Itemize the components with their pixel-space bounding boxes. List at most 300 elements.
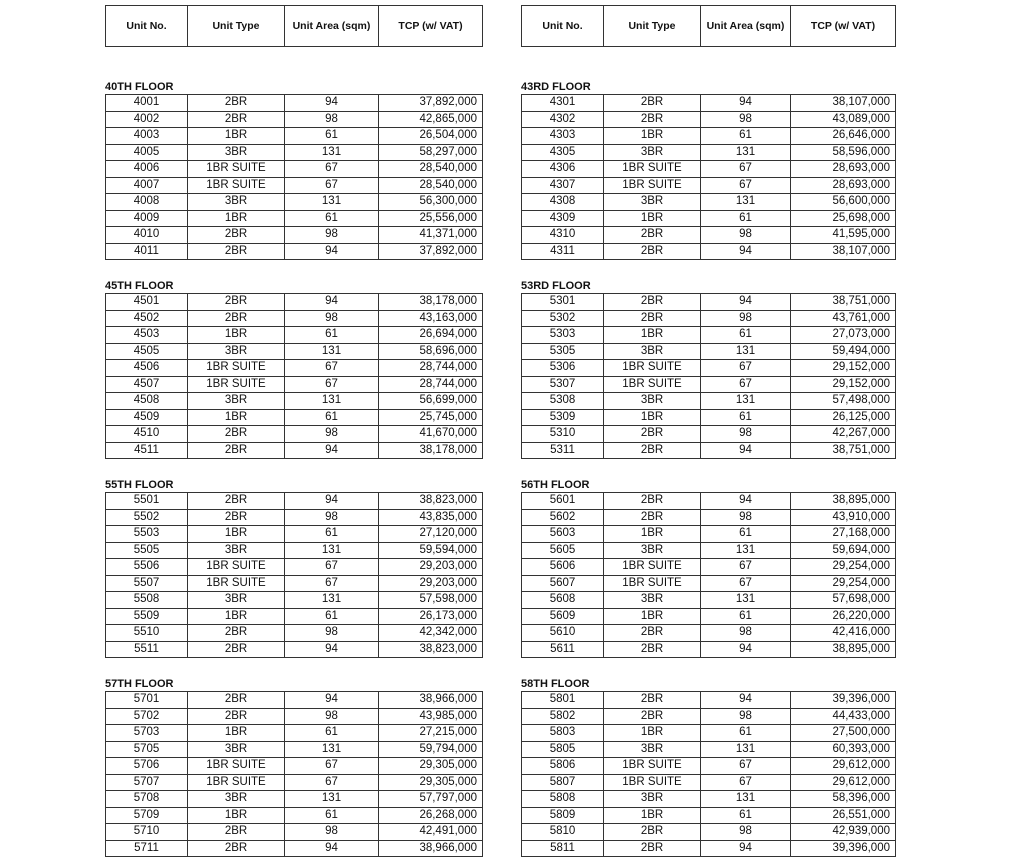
- unit-type-cell: 2BR: [188, 426, 285, 443]
- tcp-cell: 60,393,000: [791, 741, 896, 758]
- unit-type-cell: 2BR: [188, 310, 285, 327]
- unit-no-cell: 5802: [522, 708, 604, 725]
- tcp-cell: 41,371,000: [379, 227, 483, 244]
- unit-type-cell: 2BR: [188, 509, 285, 526]
- tcp-cell: 37,892,000: [379, 95, 483, 112]
- table-row: [522, 393, 896, 410]
- unit-type-cell: 1BR SUITE: [604, 376, 701, 393]
- table-row: [106, 360, 483, 377]
- unit-area-cell: 94: [285, 641, 379, 658]
- unit-area-cell: 67: [285, 161, 379, 178]
- unit-type-cell: 3BR: [604, 592, 701, 609]
- unit-area-cell: 131: [285, 791, 379, 808]
- table-row: [522, 774, 896, 791]
- table-row: [522, 243, 896, 260]
- unit-type-cell: 2BR: [604, 824, 701, 841]
- unit-type-cell: 1BR SUITE: [604, 161, 701, 178]
- unit-type-cell: 1BR: [188, 725, 285, 742]
- unit-type-cell: 1BR: [188, 608, 285, 625]
- floor-label: 45TH FLOOR: [105, 280, 174, 292]
- unit-no-cell: 5610: [522, 625, 604, 642]
- unit-no-cell: 5301: [522, 294, 604, 311]
- header-unit-no: Unit No.: [106, 6, 188, 47]
- unit-type-cell: 2BR: [604, 625, 701, 642]
- header-unit-area: Unit Area (sqm): [285, 6, 379, 47]
- table-row: [522, 409, 896, 426]
- tcp-cell: 38,823,000: [379, 641, 483, 658]
- unit-type-cell: 3BR: [188, 791, 285, 808]
- unit-area-cell: 94: [701, 442, 791, 459]
- floor-table: [521, 691, 896, 857]
- table-row: [522, 327, 896, 344]
- floor-blocks: [105, 80, 483, 857]
- tcp-cell: 59,694,000: [791, 542, 896, 559]
- table-row: [106, 575, 483, 592]
- unit-type-cell: 3BR: [188, 542, 285, 559]
- tcp-cell: 29,305,000: [379, 774, 483, 791]
- unit-no-cell: 5505: [106, 542, 188, 559]
- unit-no-cell: 4001: [106, 95, 188, 112]
- floor-block: [521, 279, 896, 459]
- unit-area-cell: 67: [285, 559, 379, 576]
- table-row: [106, 493, 483, 510]
- unit-no-cell: 4306: [522, 161, 604, 178]
- unit-no-cell: 4511: [106, 442, 188, 459]
- unit-no-cell: 5708: [106, 791, 188, 808]
- unit-area-cell: 61: [285, 725, 379, 742]
- table-row: [522, 426, 896, 443]
- tcp-cell: 43,985,000: [379, 708, 483, 725]
- unit-no-cell: 5705: [106, 741, 188, 758]
- header-tcp: TCP (w/ VAT): [379, 6, 483, 47]
- unit-type-cell: 1BR: [604, 725, 701, 742]
- unit-no-cell: 5307: [522, 376, 604, 393]
- floor-block: [521, 80, 896, 260]
- unit-type-cell: 1BR: [604, 807, 701, 824]
- unit-no-cell: 5309: [522, 409, 604, 426]
- table-row: [522, 725, 896, 742]
- unit-type-cell: 1BR: [604, 526, 701, 543]
- table-row: [106, 227, 483, 244]
- tcp-cell: 28,744,000: [379, 360, 483, 377]
- tcp-cell: 38,107,000: [791, 243, 896, 260]
- unit-no-cell: 5809: [522, 807, 604, 824]
- unit-no-cell: 4011: [106, 243, 188, 260]
- unit-type-cell: 2BR: [188, 442, 285, 459]
- table-row: [106, 807, 483, 824]
- unit-area-cell: 67: [285, 575, 379, 592]
- unit-type-cell: 2BR: [188, 692, 285, 709]
- unit-no-cell: 4505: [106, 343, 188, 360]
- table-row: [522, 227, 896, 244]
- unit-type-cell: 1BR SUITE: [188, 559, 285, 576]
- unit-no-cell: 4005: [106, 144, 188, 161]
- table-row: [522, 360, 896, 377]
- tcp-cell: 58,596,000: [791, 144, 896, 161]
- unit-area-cell: 94: [285, 294, 379, 311]
- unit-area-cell: 94: [701, 243, 791, 260]
- unit-type-cell: 3BR: [188, 194, 285, 211]
- unit-type-cell: 2BR: [188, 840, 285, 857]
- unit-type-cell: 3BR: [188, 393, 285, 410]
- unit-no-cell: 5303: [522, 327, 604, 344]
- tcp-cell: 42,865,000: [379, 111, 483, 128]
- unit-area-cell: 98: [285, 111, 379, 128]
- unit-no-cell: 5801: [522, 692, 604, 709]
- unit-type-cell: 1BR SUITE: [188, 360, 285, 377]
- table-row: [106, 294, 483, 311]
- unit-type-cell: 2BR: [604, 840, 701, 857]
- unit-type-cell: 3BR: [188, 144, 285, 161]
- unit-area-cell: 98: [285, 509, 379, 526]
- table-row: [106, 310, 483, 327]
- unit-type-cell: 1BR SUITE: [188, 177, 285, 194]
- unit-area-cell: 67: [701, 360, 791, 377]
- header-table: [521, 5, 896, 47]
- unit-area-cell: 131: [701, 343, 791, 360]
- unit-type-cell: 2BR: [604, 442, 701, 459]
- unit-type-cell: 1BR SUITE: [604, 575, 701, 592]
- unit-no-cell: 5602: [522, 509, 604, 526]
- unit-area-cell: 98: [701, 310, 791, 327]
- tcp-cell: 43,163,000: [379, 310, 483, 327]
- unit-type-cell: 2BR: [188, 824, 285, 841]
- unit-no-cell: 4507: [106, 376, 188, 393]
- unit-type-cell: 2BR: [604, 692, 701, 709]
- unit-no-cell: 5711: [106, 840, 188, 857]
- unit-type-cell: 3BR: [188, 741, 285, 758]
- tcp-cell: 56,300,000: [379, 194, 483, 211]
- unit-area-cell: 61: [701, 608, 791, 625]
- tcp-cell: 42,491,000: [379, 824, 483, 841]
- tcp-cell: 26,646,000: [791, 128, 896, 145]
- unit-type-cell: 2BR: [188, 95, 285, 112]
- unit-area-cell: 94: [701, 493, 791, 510]
- table-row: [522, 758, 896, 775]
- unit-type-cell: 3BR: [604, 343, 701, 360]
- unit-no-cell: 5808: [522, 791, 604, 808]
- unit-type-cell: 1BR: [188, 327, 285, 344]
- header-unit-area: Unit Area (sqm): [701, 6, 791, 47]
- table-row: [522, 559, 896, 576]
- tcp-cell: 26,125,000: [791, 409, 896, 426]
- table-row: [522, 741, 896, 758]
- unit-no-cell: 4307: [522, 177, 604, 194]
- unit-no-cell: 4510: [106, 426, 188, 443]
- unit-area-cell: 98: [285, 227, 379, 244]
- floor-label: 55TH FLOOR: [105, 479, 174, 491]
- tcp-cell: 43,089,000: [791, 111, 896, 128]
- table-row: [522, 161, 896, 178]
- table-row: [522, 442, 896, 459]
- tcp-cell: 57,598,000: [379, 592, 483, 609]
- header-row: [522, 6, 896, 47]
- table-row: [106, 708, 483, 725]
- unit-type-cell: 1BR: [604, 128, 701, 145]
- unit-area-cell: 67: [701, 161, 791, 178]
- table-row: [522, 177, 896, 194]
- tcp-cell: 29,254,000: [791, 559, 896, 576]
- unit-no-cell: 5810: [522, 824, 604, 841]
- table-row: [106, 111, 483, 128]
- unit-type-cell: 1BR SUITE: [188, 575, 285, 592]
- unit-area-cell: 98: [701, 509, 791, 526]
- tcp-cell: 43,910,000: [791, 509, 896, 526]
- table-row: [522, 111, 896, 128]
- unit-no-cell: 5508: [106, 592, 188, 609]
- unit-area-cell: 131: [701, 194, 791, 211]
- unit-area-cell: 61: [701, 409, 791, 426]
- unit-type-cell: 2BR: [188, 708, 285, 725]
- header-unit-no: Unit No.: [522, 6, 604, 47]
- unit-no-cell: 4007: [106, 177, 188, 194]
- unit-type-cell: 1BR SUITE: [188, 376, 285, 393]
- unit-type-cell: 1BR SUITE: [188, 161, 285, 178]
- unit-area-cell: 61: [701, 327, 791, 344]
- unit-type-cell: 2BR: [188, 493, 285, 510]
- floor-table: [105, 94, 483, 260]
- unit-area-cell: 67: [285, 177, 379, 194]
- unit-area-cell: 67: [701, 758, 791, 775]
- tcp-cell: 27,168,000: [791, 526, 896, 543]
- unit-area-cell: 98: [285, 824, 379, 841]
- unit-no-cell: 4506: [106, 360, 188, 377]
- tcp-cell: 27,120,000: [379, 526, 483, 543]
- tcp-cell: 59,594,000: [379, 542, 483, 559]
- unit-type-cell: 2BR: [604, 310, 701, 327]
- unit-area-cell: 67: [285, 758, 379, 775]
- table-row: [522, 194, 896, 211]
- unit-type-cell: 2BR: [604, 294, 701, 311]
- tcp-cell: 39,396,000: [791, 692, 896, 709]
- unit-no-cell: 5608: [522, 592, 604, 609]
- unit-type-cell: 1BR: [604, 409, 701, 426]
- table-row: [106, 376, 483, 393]
- table-row: [106, 509, 483, 526]
- tcp-cell: 38,823,000: [379, 493, 483, 510]
- table-row: [522, 294, 896, 311]
- tcp-cell: 28,693,000: [791, 177, 896, 194]
- unit-no-cell: 5709: [106, 807, 188, 824]
- unit-area-cell: 131: [701, 393, 791, 410]
- unit-area-cell: 131: [285, 741, 379, 758]
- unit-area-cell: 131: [701, 592, 791, 609]
- table-row: [522, 791, 896, 808]
- unit-no-cell: 4502: [106, 310, 188, 327]
- unit-no-cell: 4002: [106, 111, 188, 128]
- table-row: [522, 376, 896, 393]
- unit-type-cell: 3BR: [604, 741, 701, 758]
- unit-area-cell: 131: [285, 343, 379, 360]
- tcp-cell: 26,551,000: [791, 807, 896, 824]
- header-row: [106, 6, 483, 47]
- tcp-cell: 25,556,000: [379, 210, 483, 227]
- table-row: [106, 692, 483, 709]
- table-row: [106, 774, 483, 791]
- unit-type-cell: 1BR SUITE: [604, 360, 701, 377]
- tcp-cell: 38,751,000: [791, 294, 896, 311]
- unit-no-cell: 4301: [522, 95, 604, 112]
- unit-type-cell: 1BR: [188, 807, 285, 824]
- table-row: [106, 95, 483, 112]
- unit-area-cell: 94: [285, 243, 379, 260]
- table-row: [106, 243, 483, 260]
- unit-no-cell: 5702: [106, 708, 188, 725]
- table-row: [522, 608, 896, 625]
- table-row: [106, 542, 483, 559]
- tcp-cell: 26,694,000: [379, 327, 483, 344]
- unit-area-cell: 94: [701, 692, 791, 709]
- tcp-cell: 41,595,000: [791, 227, 896, 244]
- unit-type-cell: 1BR: [188, 210, 285, 227]
- unit-type-cell: 1BR SUITE: [604, 758, 701, 775]
- unit-area-cell: 67: [701, 559, 791, 576]
- unit-type-cell: 2BR: [604, 641, 701, 658]
- unit-type-cell: 3BR: [604, 144, 701, 161]
- unit-area-cell: 61: [285, 327, 379, 344]
- table-row: [106, 442, 483, 459]
- tcp-cell: 38,178,000: [379, 442, 483, 459]
- unit-area-cell: 94: [701, 641, 791, 658]
- unit-type-cell: 2BR: [188, 243, 285, 260]
- table-row: [106, 409, 483, 426]
- unit-no-cell: 4009: [106, 210, 188, 227]
- floor-label: 56TH FLOOR: [521, 479, 590, 491]
- unit-area-cell: 131: [701, 741, 791, 758]
- unit-no-cell: 5302: [522, 310, 604, 327]
- unit-area-cell: 131: [285, 393, 379, 410]
- unit-type-cell: 3BR: [604, 194, 701, 211]
- unit-type-cell: 2BR: [188, 111, 285, 128]
- unit-type-cell: 1BR: [188, 409, 285, 426]
- unit-no-cell: 5605: [522, 542, 604, 559]
- header-unit-type: Unit Type: [604, 6, 701, 47]
- table-row: [106, 393, 483, 410]
- table-row: [106, 128, 483, 145]
- unit-type-cell: 1BR SUITE: [604, 177, 701, 194]
- unit-type-cell: 1BR SUITE: [188, 758, 285, 775]
- tcp-cell: 38,895,000: [791, 493, 896, 510]
- unit-no-cell: 5506: [106, 559, 188, 576]
- unit-area-cell: 98: [701, 111, 791, 128]
- unit-type-cell: 1BR: [604, 210, 701, 227]
- unit-type-cell: 1BR: [604, 608, 701, 625]
- floor-table: [521, 293, 896, 459]
- unit-no-cell: 5607: [522, 575, 604, 592]
- unit-area-cell: 61: [285, 409, 379, 426]
- unit-no-cell: 5310: [522, 426, 604, 443]
- unit-no-cell: 4302: [522, 111, 604, 128]
- table-row: [106, 343, 483, 360]
- header-unit-type: Unit Type: [188, 6, 285, 47]
- unit-no-cell: 5706: [106, 758, 188, 775]
- table-row: [106, 526, 483, 543]
- floor-blocks: [521, 80, 896, 857]
- floor-block: [105, 80, 483, 260]
- table-row: [522, 575, 896, 592]
- tcp-cell: 26,173,000: [379, 608, 483, 625]
- tcp-cell: 42,342,000: [379, 625, 483, 642]
- tcp-cell: 57,698,000: [791, 592, 896, 609]
- floor-label: 40TH FLOOR: [105, 81, 174, 93]
- unit-no-cell: 5509: [106, 608, 188, 625]
- unit-no-cell: 5806: [522, 758, 604, 775]
- floor-table: [105, 492, 483, 658]
- unit-area-cell: 94: [285, 692, 379, 709]
- header-table: [105, 5, 483, 47]
- table-row: [522, 95, 896, 112]
- unit-no-cell: 5701: [106, 692, 188, 709]
- tcp-cell: 43,761,000: [791, 310, 896, 327]
- tcp-cell: 38,895,000: [791, 641, 896, 658]
- tcp-cell: 43,835,000: [379, 509, 483, 526]
- unit-no-cell: 5510: [106, 625, 188, 642]
- unit-type-cell: 1BR: [604, 327, 701, 344]
- unit-no-cell: 4010: [106, 227, 188, 244]
- table-row: [522, 641, 896, 658]
- tcp-cell: 37,892,000: [379, 243, 483, 260]
- floor-table: [521, 492, 896, 658]
- tcp-cell: 59,494,000: [791, 343, 896, 360]
- unit-no-cell: 4509: [106, 409, 188, 426]
- floor-label: 43RD FLOOR: [521, 81, 591, 93]
- unit-area-cell: 67: [285, 774, 379, 791]
- table-row: [522, 824, 896, 841]
- tcp-cell: 25,698,000: [791, 210, 896, 227]
- unit-area-cell: 98: [701, 227, 791, 244]
- unit-type-cell: 2BR: [188, 227, 285, 244]
- tcp-cell: 56,600,000: [791, 194, 896, 211]
- tcp-cell: 42,939,000: [791, 824, 896, 841]
- unit-type-cell: 2BR: [188, 641, 285, 658]
- unit-area-cell: 67: [285, 376, 379, 393]
- table-row: [522, 144, 896, 161]
- table-row: [106, 758, 483, 775]
- unit-no-cell: 5807: [522, 774, 604, 791]
- tcp-cell: 28,693,000: [791, 161, 896, 178]
- tcp-cell: 29,305,000: [379, 758, 483, 775]
- unit-area-cell: 61: [701, 210, 791, 227]
- unit-type-cell: 2BR: [604, 426, 701, 443]
- table-row: [106, 741, 483, 758]
- unit-area-cell: 61: [701, 526, 791, 543]
- unit-no-cell: 5306: [522, 360, 604, 377]
- table-row: [522, 840, 896, 857]
- table-row: [106, 840, 483, 857]
- unit-area-cell: 94: [701, 294, 791, 311]
- unit-area-cell: 61: [701, 807, 791, 824]
- unit-area-cell: 98: [701, 426, 791, 443]
- tcp-cell: 29,612,000: [791, 758, 896, 775]
- tcp-cell: 59,794,000: [379, 741, 483, 758]
- table-row: [522, 509, 896, 526]
- unit-area-cell: 94: [285, 840, 379, 857]
- tcp-cell: 38,966,000: [379, 692, 483, 709]
- unit-type-cell: 1BR: [188, 526, 285, 543]
- unit-no-cell: 5305: [522, 343, 604, 360]
- unit-area-cell: 98: [701, 625, 791, 642]
- tcp-cell: 25,745,000: [379, 409, 483, 426]
- tcp-cell: 27,500,000: [791, 725, 896, 742]
- unit-area-cell: 67: [285, 360, 379, 377]
- unit-area-cell: 94: [285, 493, 379, 510]
- tcp-cell: 29,203,000: [379, 575, 483, 592]
- unit-area-cell: 61: [285, 128, 379, 145]
- unit-area-cell: 67: [701, 575, 791, 592]
- unit-area-cell: 94: [701, 95, 791, 112]
- tcp-cell: 58,696,000: [379, 343, 483, 360]
- table-row: [106, 144, 483, 161]
